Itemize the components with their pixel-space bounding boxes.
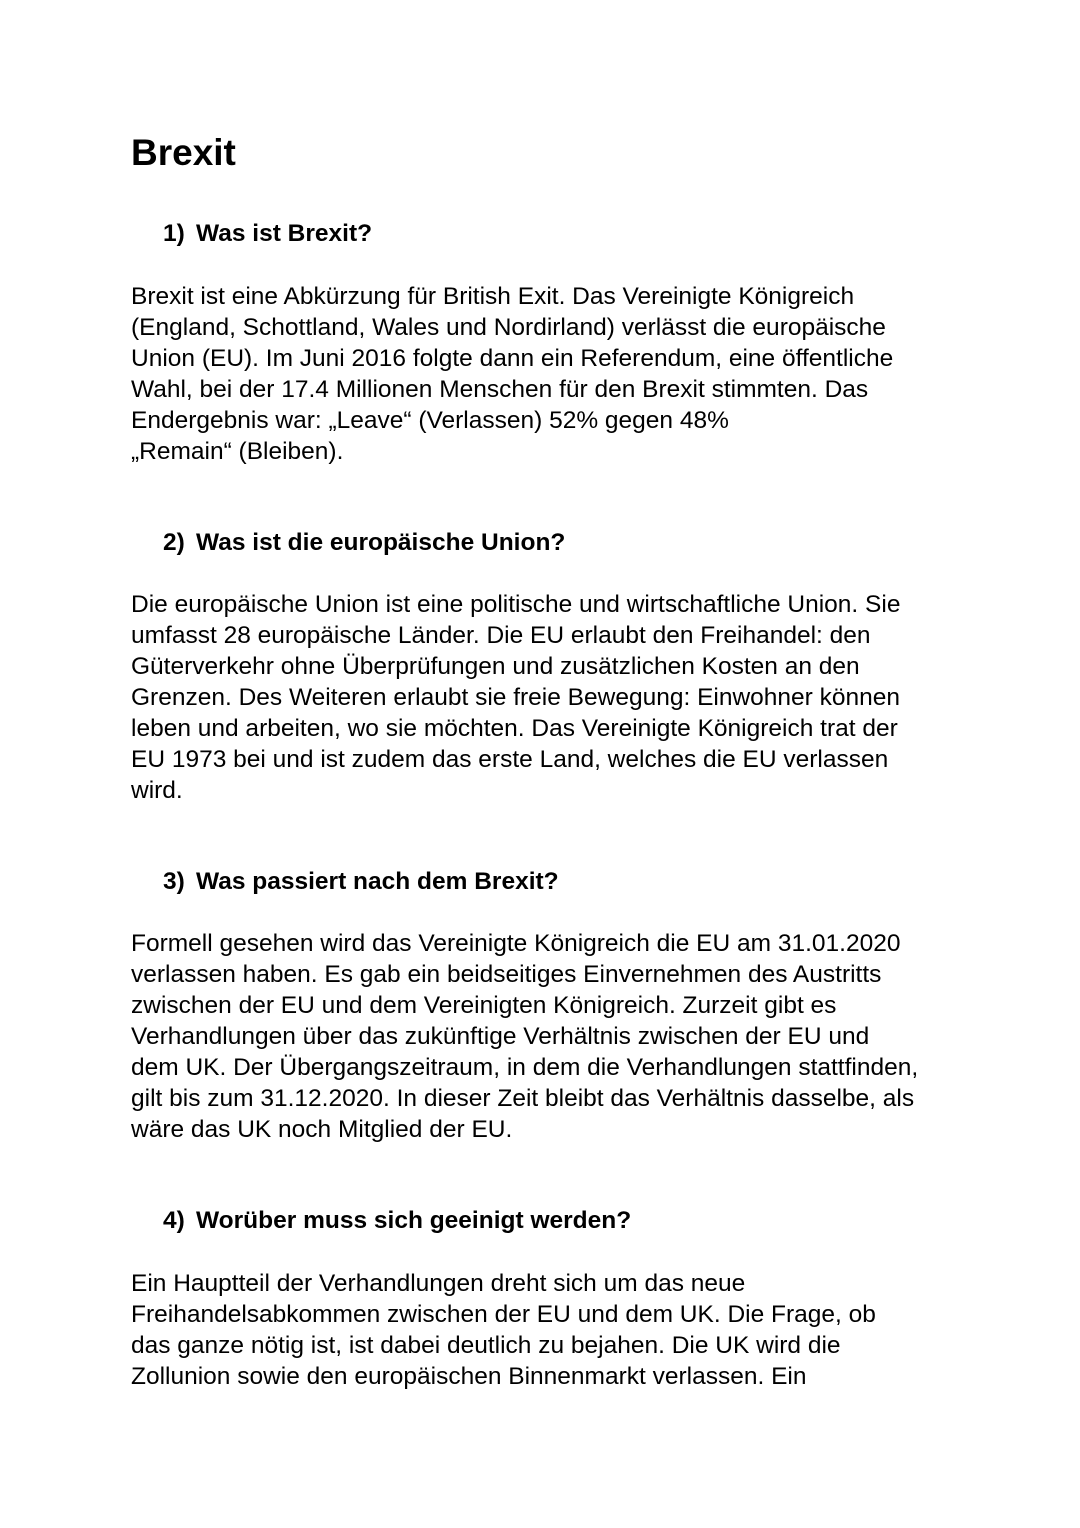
paragraph-line: umfasst 28 europäische Länder. Die EU erlaubt den Freihandel: den [131,622,871,649]
section-2-paragraph [131,589,900,806]
paragraph-line: (England, Schottland, Wales und Nordirland) verlässt die europäische [131,314,886,341]
paragraph-line: EU 1973 bei und ist zudem das erste Land, welches die EU verlassen [131,746,889,773]
section-1-paragraph [131,281,893,467]
paragraph-line: leben und arbeiten, wo sie möchten. Das Vereinigte Königreich trat der [131,715,898,742]
paragraph-line: „Remain“ (Bleiben). [131,438,344,465]
paragraph-line: das ganze nötig ist, ist dabei deutlich zu bejahen. Die UK wird die [131,1332,841,1359]
paragraph-line: wäre das UK noch Mitglied der EU. [131,1116,513,1143]
paragraph-line: Die europäische Union ist eine politische und wirtschaftliche Union. Sie [131,591,901,618]
section-2-number: 2) [163,529,185,556]
section-1-number: 1) [163,220,185,247]
paragraph-line: verlassen haben. Es gab ein beidseitiges Einvernehmen des Austritts [131,961,882,988]
paragraph-line: zwischen der EU und dem Vereinigten Königreich. Zurzeit gibt es [131,992,837,1019]
section-1-title: Was ist Brexit? [196,220,373,247]
paragraph-line: Grenzen. Des Weiteren erlaubt sie freie Bewegung: Einwohner können [131,684,901,711]
section-2-heading [163,528,565,558]
paragraph-line: Güterverkehr ohne Überprüfungen und zusätzlichen Kosten an den [131,653,860,680]
section-4-paragraph [131,1268,876,1392]
section-4-heading [163,1206,631,1236]
section-3-number: 3) [163,868,185,895]
paragraph-line: Verhandlungen über das zukünftige Verhältnis zwischen der EU und [131,1023,870,1050]
section-1-heading [163,219,372,249]
paragraph-line: gilt bis zum 31.12.2020. In dieser Zeit bleibt das Verhältnis dasselbe, als [131,1085,915,1112]
paragraph-line: Wahl, bei der 17.4 Millionen Menschen für den Brexit stimmten. Das [131,376,869,403]
document-title: Brexit [131,132,236,173]
paragraph-line: Formell gesehen wird das Vereinigte Königreich die EU am 31.01.2020 [131,930,901,957]
section-2-title: Was ist die europäische Union? [196,529,566,556]
paragraph-line: Ein Hauptteil der Verhandlungen dreht sich um das neue [131,1270,746,1297]
section-3-title: Was passiert nach dem Brexit? [196,868,559,895]
section-4-number: 4) [163,1207,185,1234]
paragraph-line: Brexit ist eine Abkürzung für British Exit. Das Vereinigte Königreich [131,283,855,310]
section-3-heading [163,867,559,897]
section-3-paragraph [131,928,918,1145]
paragraph-line: Endergebnis war: „Leave“ (Verlassen) 52% gegen 48% [131,407,729,434]
paragraph-line: wird. [131,777,183,804]
section-4-title: Worüber muss sich geeinigt werden? [196,1207,632,1234]
paragraph-line: Union (EU). Im Juni 2016 folgte dann ein Referendum, eine öffentliche [131,345,894,372]
paragraph-line: Freihandelsabkommen zwischen der EU und dem UK. Die Frage, ob [131,1301,876,1328]
paragraph-line: dem UK. Der Übergangszeitraum, in dem die Verhandlungen stattfinden, [131,1054,919,1081]
paragraph-line: Zollunion sowie den europäischen Binnenmarkt verlassen. Ein [131,1363,807,1390]
